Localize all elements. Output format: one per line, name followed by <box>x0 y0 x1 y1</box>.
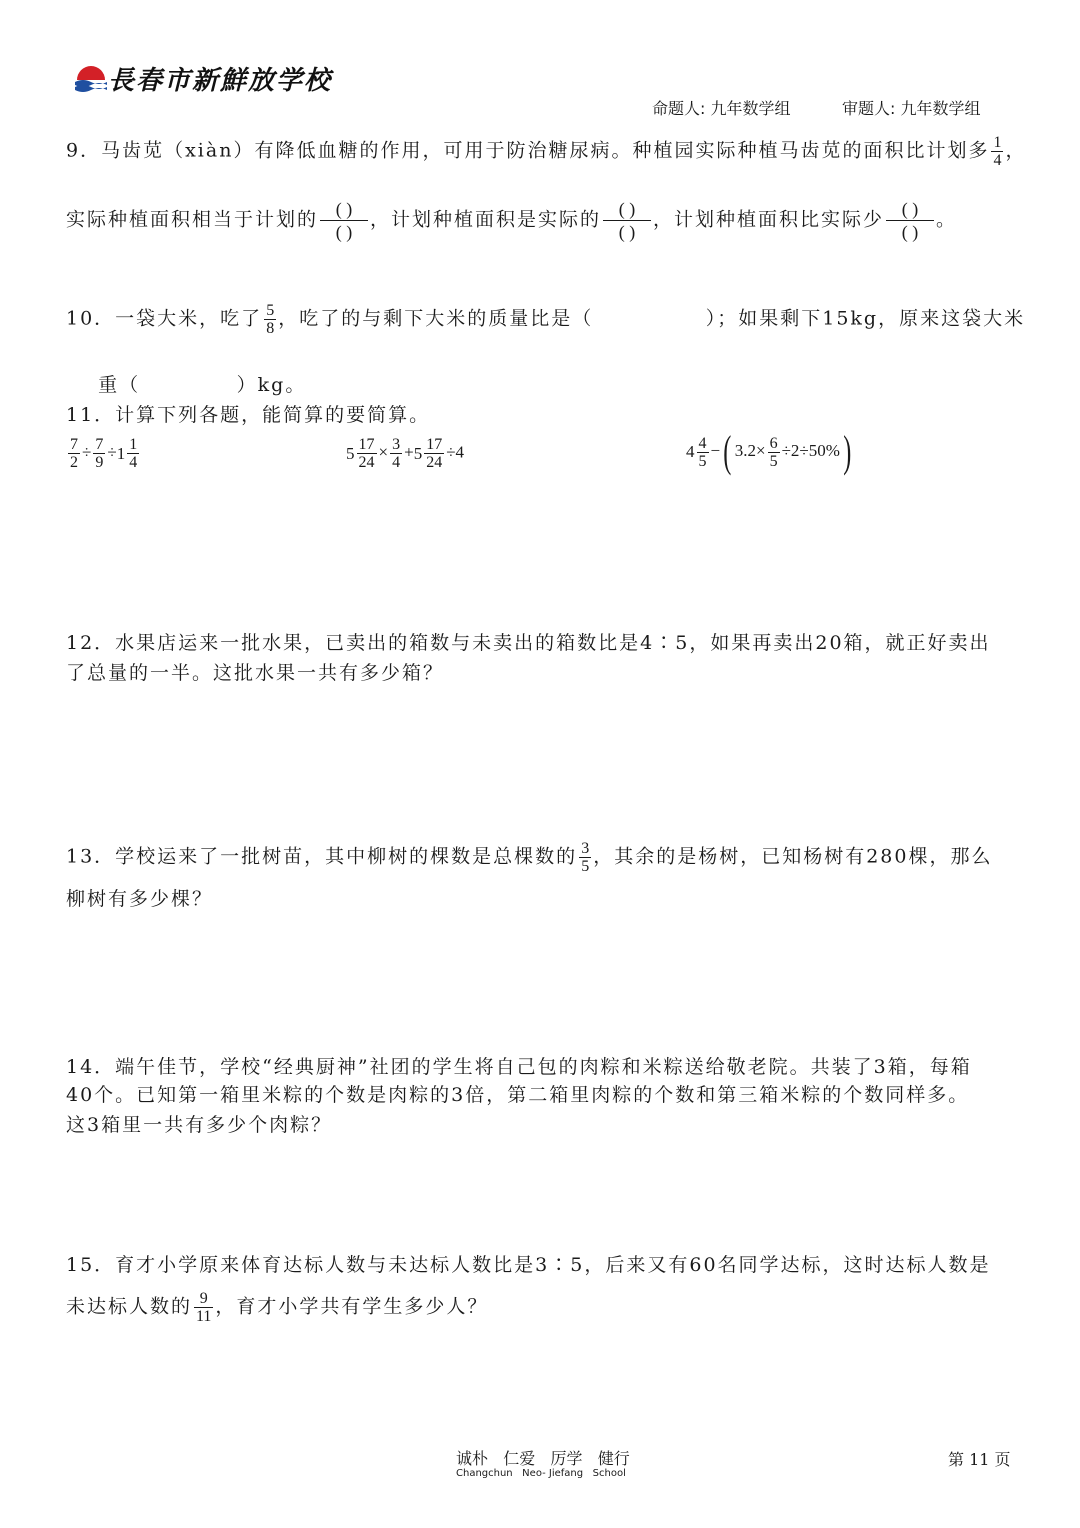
q9-line1: 9．马齿苋（xiàn）有降低血糖的作用，可用于防治糖尿病。种植园实际种植马齿苋的面积比计划多 $\frac{1}{4}$ ， <box>66 134 1027 169</box>
school-name: 長春市新鮮放学校 <box>108 66 333 96</box>
q9-text-b: 实际种植面积相当于计划的 <box>66 208 319 231</box>
q15-line2 <box>66 1290 488 1325</box>
q10-line1 <box>66 302 1025 337</box>
q9-text-a: 9．马齿苋（xiàn）有降低血糖的作用，可用于防治糖尿病。种植园实际种植马齿苋的面积比计划多 <box>66 139 990 162</box>
q9-blank-3[interactable]: $\frac{( )}{( )}$ <box>886 198 934 243</box>
q10-text-a: 10．一袋大米，吃了 <box>66 307 263 330</box>
school-logo <box>74 58 108 92</box>
q11-title: 11．计算下列各题，能简算的要简算。 <box>66 404 431 426</box>
page-number: 第 11 页 <box>948 1450 1011 1469</box>
school-logo-icon <box>74 58 108 92</box>
q14-line1: 14．端午佳节，学校“经典厨神”社团的学生将自己包的肉粽和米粽送给敬老院。共装了3箱，每箱 <box>66 1056 972 1078</box>
q15-line1: 15．育才小学原来体育达标人数与未达标人数比是3∶5，后来又有60名同学达标，这时达标人数是 <box>66 1254 991 1276</box>
q11-expression-1: $\frac{7}{2}$ ÷ $\frac{7}{9}$ ÷1 $\frac{1}{4}$ <box>70 436 138 471</box>
q9-text-c: ，计划种植面积是实际的 <box>370 208 602 231</box>
q12-line2: 了总量的一半。这批水果一共有多少箱？ <box>66 662 445 684</box>
q13-line2: 柳树有多少棵？ <box>66 888 214 910</box>
q9-fraction: $\frac{1}{4}$ <box>993 134 1002 169</box>
q13-text-b: ，其余的是杨树，已知杨树有280棵，那么 <box>593 845 993 868</box>
q9-blank-1[interactable]: $\frac{( )}{( )}$ <box>320 198 368 243</box>
q15-fraction: $\frac{9}{11}$ <box>196 1290 212 1325</box>
q9-blank-2[interactable]: $\frac{( )}{( )}$ <box>603 198 651 243</box>
q13-line1 <box>66 840 992 875</box>
q9-text-d: ，计划种植面积比实际少 <box>653 208 885 231</box>
q13-text-a: 13．学校运来了一批树苗，其中柳树的棵数是总棵数的 <box>66 845 578 868</box>
q15-text-b: ，育才小学共有学生多少人？ <box>215 1295 489 1318</box>
q12-line1: 12．水果店运来一批水果，已卖出的箱数与未卖出的箱数比是4∶5，如果再卖出20箱，就正好卖出 <box>66 632 991 654</box>
footer-motto-en: Changchun Neo- Jiefang School <box>456 1468 626 1479</box>
q11-expression-2: 5 $\frac{17}{24}$ × $\frac{3}{4}$ +5 $\frac{17}{24}$ ÷4 <box>346 436 465 471</box>
q11-expression-3: 4 $\frac{4}{5}$ −( 3.2× $\frac{6}{5}$ ÷2÷50%) <box>686 427 852 476</box>
q13-fraction: $\frac{3}{5}$ <box>581 840 590 875</box>
q14-line2: 40个。已知第一箱里米粽的个数是肉粽的3倍，第二箱里肉粽的个数和第三箱米粽的个数同样多。 <box>66 1084 970 1106</box>
q9-line2: 实际种植面积相当于计划的 $\frac{( )}{( )}$ ，计划种植面积是实际的 $\frac{( )}{( )}$ ，计划种植面积比实际少 $\frac{( )}{( )}$ 。 <box>66 199 958 242</box>
footer-motto: 诚朴 仁爱 厉学 健行 <box>456 1449 630 1468</box>
reviewer-label: 审题人: 九年数学组 <box>842 99 981 118</box>
q10-text-c: 重（ ）kg。 <box>98 374 307 396</box>
q15-text-a: 未达标人数的 <box>66 1295 193 1318</box>
q10-text-b: ，吃了的与剩下大米的质量比是（ ）；如果剩下15kg，原来这袋大米 <box>278 307 1026 330</box>
author-label: 命题人: 九年数学组 <box>652 99 791 118</box>
q14-line3: 这3箱里一共有多少个肉粽？ <box>66 1114 333 1136</box>
q10-fraction: $\frac{5}{8}$ <box>266 302 275 337</box>
